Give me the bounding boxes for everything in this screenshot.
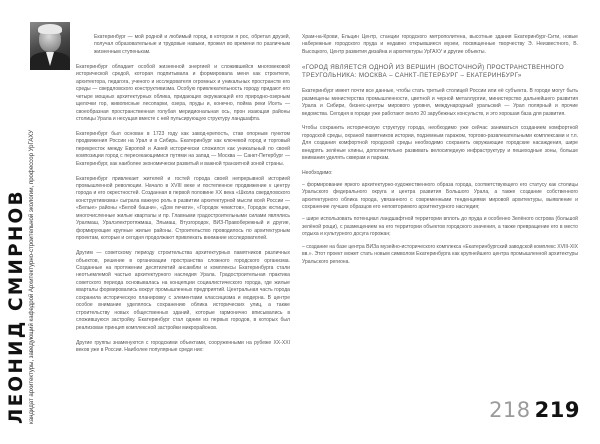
author-name: ЛЕОНИД СМИРНОВ <box>6 189 27 424</box>
left-page-column <box>76 34 290 438</box>
body-paragraph: Екатеринбург имеет почти все данные, чтобы стать третьей столицей России или её субъекта. В городе могут быть размещены министерства промышленности, цветной и черной металлургии, министерство дальнейшего развития Урала и Сибири, бизнес-центры мирового уровня, международный уральский — Урал полярный и прочие ведомства. Сегодня в городе уже работают около 20 зарубежных консульств, и это хорошая база для развития. <box>302 88 578 117</box>
author-role: кандидат архитектуры, заведующий кафедрой Архитектурно-строительной экологии, профессор УрГАХУ <box>29 129 35 424</box>
author-portrait <box>30 22 70 70</box>
body-paragraph: Екатеринбург обладает особой жизненной энергией и сложившейся многовековой исторической средой, которая подпитывала и формировала меня как строителя, архитектора, педагога, ученого и исследователя огромных и уникальных пространств его среды — свердловского конструктивизма. Особую привлекательность городу придают его четыре мощных архитектурных облика, придающих окружающей его природно-озерным щелочки гор, живописные лесопарки, озера, пруды и, конечно, пойма реки Исеть — своеобразная пространственная голубая меридиональная ось, прон изающая районы столицы Урала и несущая вместе с ней пульсирующую структуру ландшафта. <box>76 63 290 122</box>
bullet-item: – шире использовать потенциал ландшафтной территории вплоть до пруда и особенно Зелёного острова (большой зелёной рощи), с размещением на его территории объектов городского значения, а также превращение его в место отдыха и культурного досуга горожан; <box>302 216 578 238</box>
bullet-item: – формирование яркого архитектурно-художественного образа города, соответствующего его статусу как столицы Уральского федерального округа и центра развития Большого Урала, а также создание собственного архитектурного облика города, увязанного с современными тенденциями мировой архитектуры, выявление и сохранение лучших образцов его неповторимого архитектурного наследия; <box>302 181 578 210</box>
section-heading: Необходимо: <box>302 170 333 177</box>
right-page-column <box>302 34 578 406</box>
portrait-hair <box>38 24 62 34</box>
page-number-right: 219 <box>534 398 580 422</box>
page-number-left: 218 <box>489 398 531 422</box>
body-paragraph: Чтобы сохранить историческую структуру города, необходимо уже сейчас заниматься созданием комфортной городской среды, охраной памятников истории, подземным гаражом, торгово-развлекательными комплексами и т.п. Для создания комфортной городской среды необходимо сохранить окружающие городские насаждения, шире внедрять зелёные клины, дополнительно развивать велосипедную инфраструктуру и пешеходные зоны, больше внимания уделять скверам и паркам. <box>302 125 578 162</box>
author-sidebar <box>0 0 70 444</box>
intro-paragraph: Екатеринбург — мой родной и любимый город, в котором я рос, обретал друзей, получал образовательные и трудовые навыки, прожил во времени по различным жизненным ступенькам. <box>94 34 290 55</box>
body-paragraph: Другие группы знаменуются с городскими объектами, сооруженными на рубеже XX-XXI веков уже в России. Наиболее популярные среди них: <box>76 339 290 353</box>
lead-paragraph: Храм-на-Крови, Ельцин Центр, станции городского метрополитена, высотные здания Екатеринбург-Сити, новые набережные городского пруда и недавно открывшиеся музеи, посвященные творчеству Э. Неизвестного, В. Высоцкого, Центр развития дизайна и архитектуры УрГАХУ и другие объекты. <box>302 34 578 55</box>
pull-quote: «ГОРОД ЯВЛЯЕТСЯ ОДНОЙ ИЗ ВЕРШИН (ВОСТОЧНОЙ) ПРОСТРАНСТВЕННОГО ТРЕУГОЛЬНИКА: МОСКВА – САНКТ-ПЕТЕРБУРГ – ЕКАТЕРИНБУРГ» <box>302 63 565 79</box>
body-paragraph: Екатеринбург привлекает жителей и гостей города своей непрерывной историей промышленной революции. Начало в XVIII веке и постепенное продвижение к центру города и его окрестностей. Созданная в первой половине XX века «Школа свердловского конструктивизма» сыграла важную роль в развитии архитектурной мысли всей России — «Белые» районы «Белой башни», «Дом печати», «Городок чекистов», Городок юстиции, многочисленные жилые кварталы и пр. Главными градостроительными силами являлись Уралмаш, Уралэлектротяжмаш, Эльмаш, Втузгородок, ВИЗ-Правобережный и другие, формирующие крупные жилые районы. Строительство проводилось по архитектурным проектам, которые и сегодня продолжают привлекать внимание исследователей. <box>76 175 290 242</box>
body-paragraph: Екатеринбург был основан в 1723 году как завод-крепость, став опорным пунктом продвижения России на Урал и в Сибирь. Екатеринбург как ключевой город и торговый перекресток между Европой и Азией исторически сложился как уникальный по своей композиции город с пересекающимися путями на запад — Москва — Санкт-Петербург — Екатеринбург, как наиболее экономически развитый и важной транзитной зоной страны. <box>76 130 290 167</box>
body-paragraph: Другим — советскому периоду строительства архитектурных памятников различных объектов, решение в организации пространства сложного городского организма. Созданные на протяжении десятилетий ансамбли и комплексы Екатеринбурга стали неотъемлемой частью архитектурного наследия Урала. Градостроительная практика советского периода основывалась на концепции социалистического города, где жилые кварталы формировались вокруг промышленных предприятий. Центральная часть города сохранила историческую планировку с элементами классицизма и модерна. В центре особое внимание уделялось сохранению облика исторических улиц, а также строительству новых общественных зданий, которые гармонично вписывались в сложившуюся застройку. Екатеринбург стал одним из первых городов, в которых был реализован принцип комплексной застройки микрорайонов. <box>76 250 290 331</box>
page-numbers <box>489 398 580 422</box>
bullet-item: – создание на базе центра ВИЗа музейно-исторического комплекса «Екатеринбургский заводской комплекс XVIII-XIX вв.». Этот проект может стать новым символом Екатеринбурга как крупнейшего центра промышленной архитектуры Уральского региона. <box>302 243 578 265</box>
